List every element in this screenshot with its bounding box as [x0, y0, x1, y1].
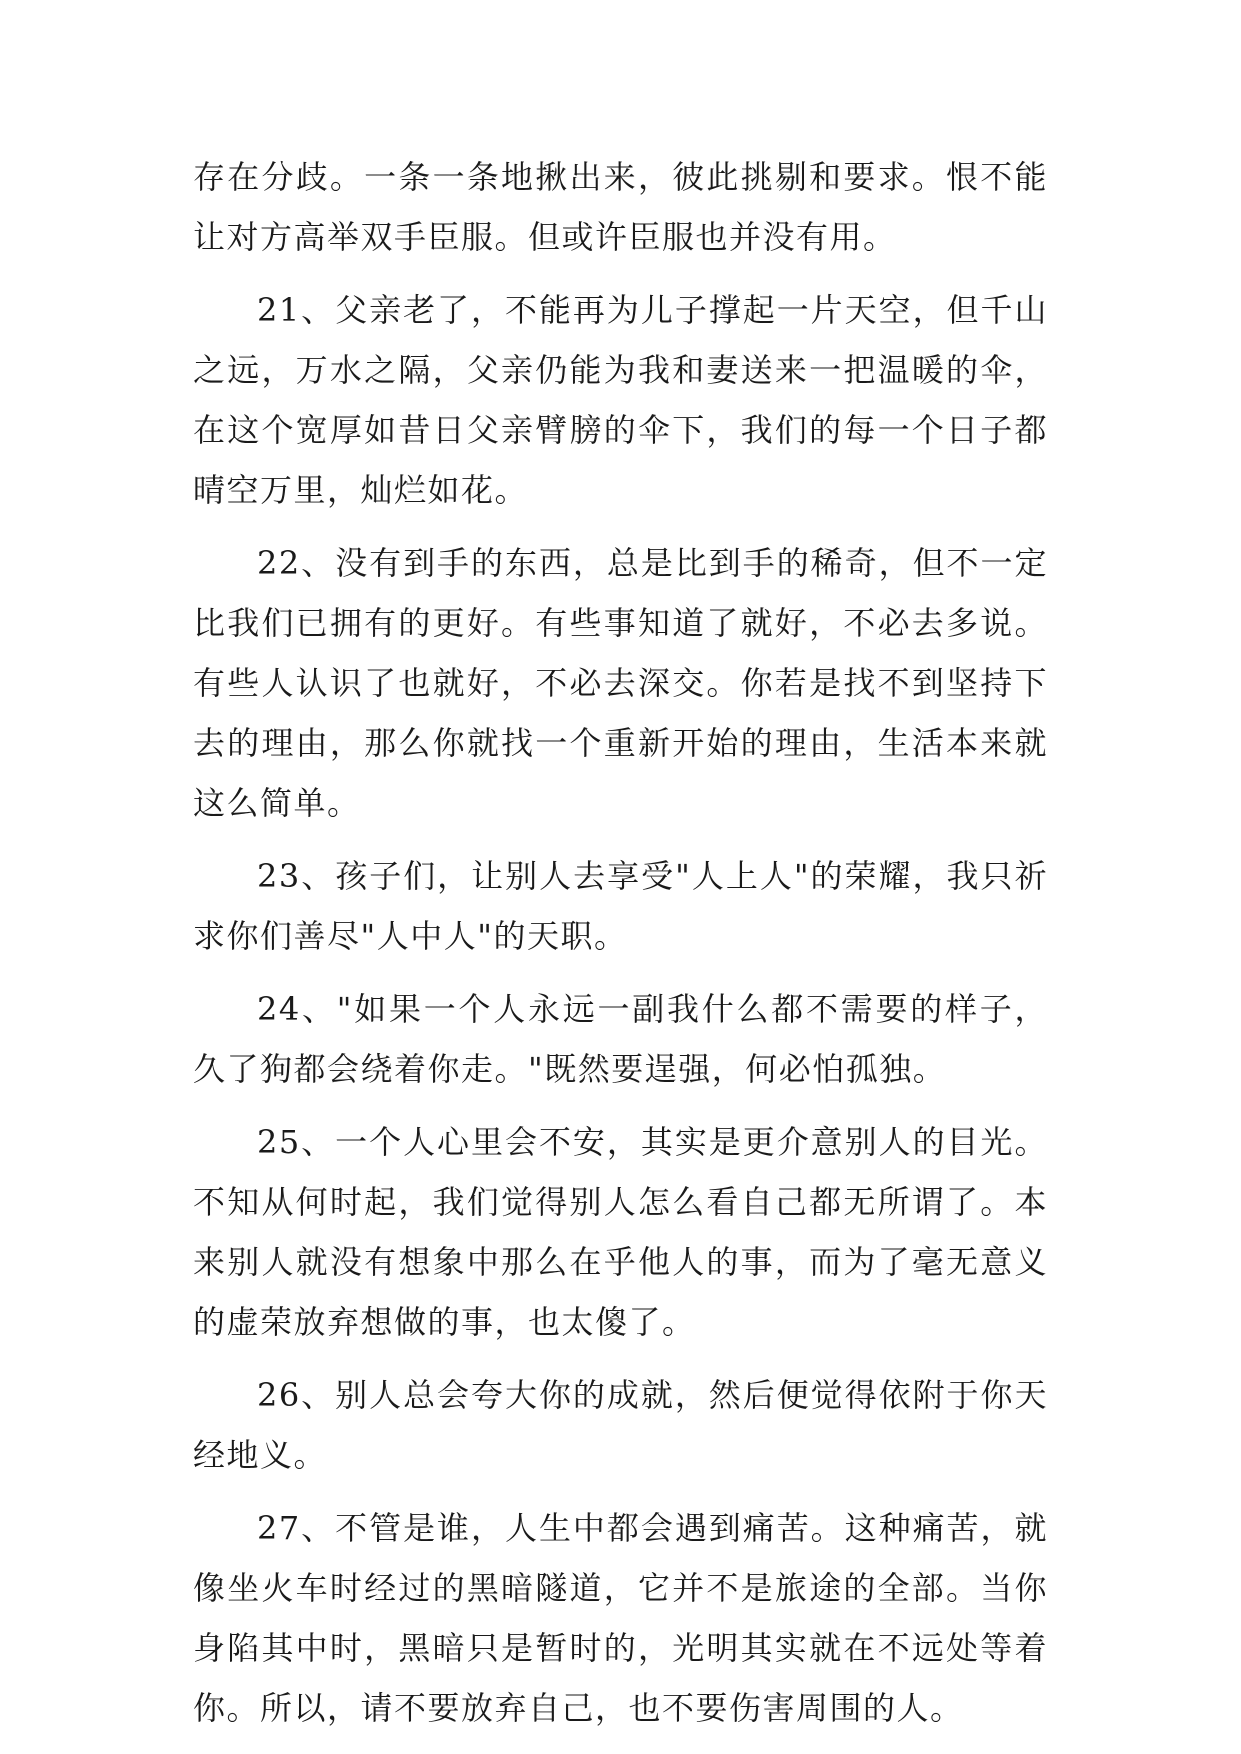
document-page [193, 147, 1048, 1751]
paragraph-21: 21、父亲老了，不能再为儿子撑起一片天空，但千山之远，万水之隔，父亲仍能为我和妻送来一把温暖的伞，在这个宽厚如昔日父亲臂膀的伞下，我们的每一个日子都晴空万里，灿烂如花。 [193, 291, 1048, 509]
paragraph-26: 26、别人总会夸大你的成就，然后便觉得依附于你天经地义。 [193, 1376, 1048, 1474]
paragraph-27: 27、不管是谁，人生中都会遇到痛苦。这种痛苦，就像坐火车时经过的黑暗隧道，它并不是旅途的全部。当你身陷其中时，黑暗只是暂时的，光明其实就在不远处等着你。所以，请不要放弃自己，也不要伤害周围的人。 [193, 1509, 1048, 1727]
paragraph-continuation: 存在分歧。一条一条地揪出来，彼此挑剔和要求。恨不能让对方高举双手臣服。但或许臣服也并没有用。 [193, 158, 1048, 256]
paragraph-25: 25、一个人心里会不安，其实是更介意别人的目光。不知从何时起，我们觉得别人怎么看自己都无所谓了。本来别人就没有想象中那么在乎他人的事，而为了毫无意义的虚荣放弃想做的事，也太傻了。 [193, 1123, 1048, 1341]
paragraph-24: 24、"如果一个人永远一副我什么都不需要的样子，久了狗都会绕着你走。"既然要逞强，何必怕孤独。 [193, 990, 1048, 1088]
paragraph-22: 22、没有到手的东西，总是比到手的稀奇，但不一定比我们已拥有的更好。有些事知道了就好，不必去多说。有些人认识了也就好，不必去深交。你若是找不到坚持下去的理由，那么你就找一个重新开始的理由，生活本来就这么简单。 [193, 544, 1048, 822]
paragraph-23: 23、孩子们，让别人去享受"人上人"的荣耀，我只祈求你们善尽"人中人"的天职。 [193, 857, 1048, 955]
